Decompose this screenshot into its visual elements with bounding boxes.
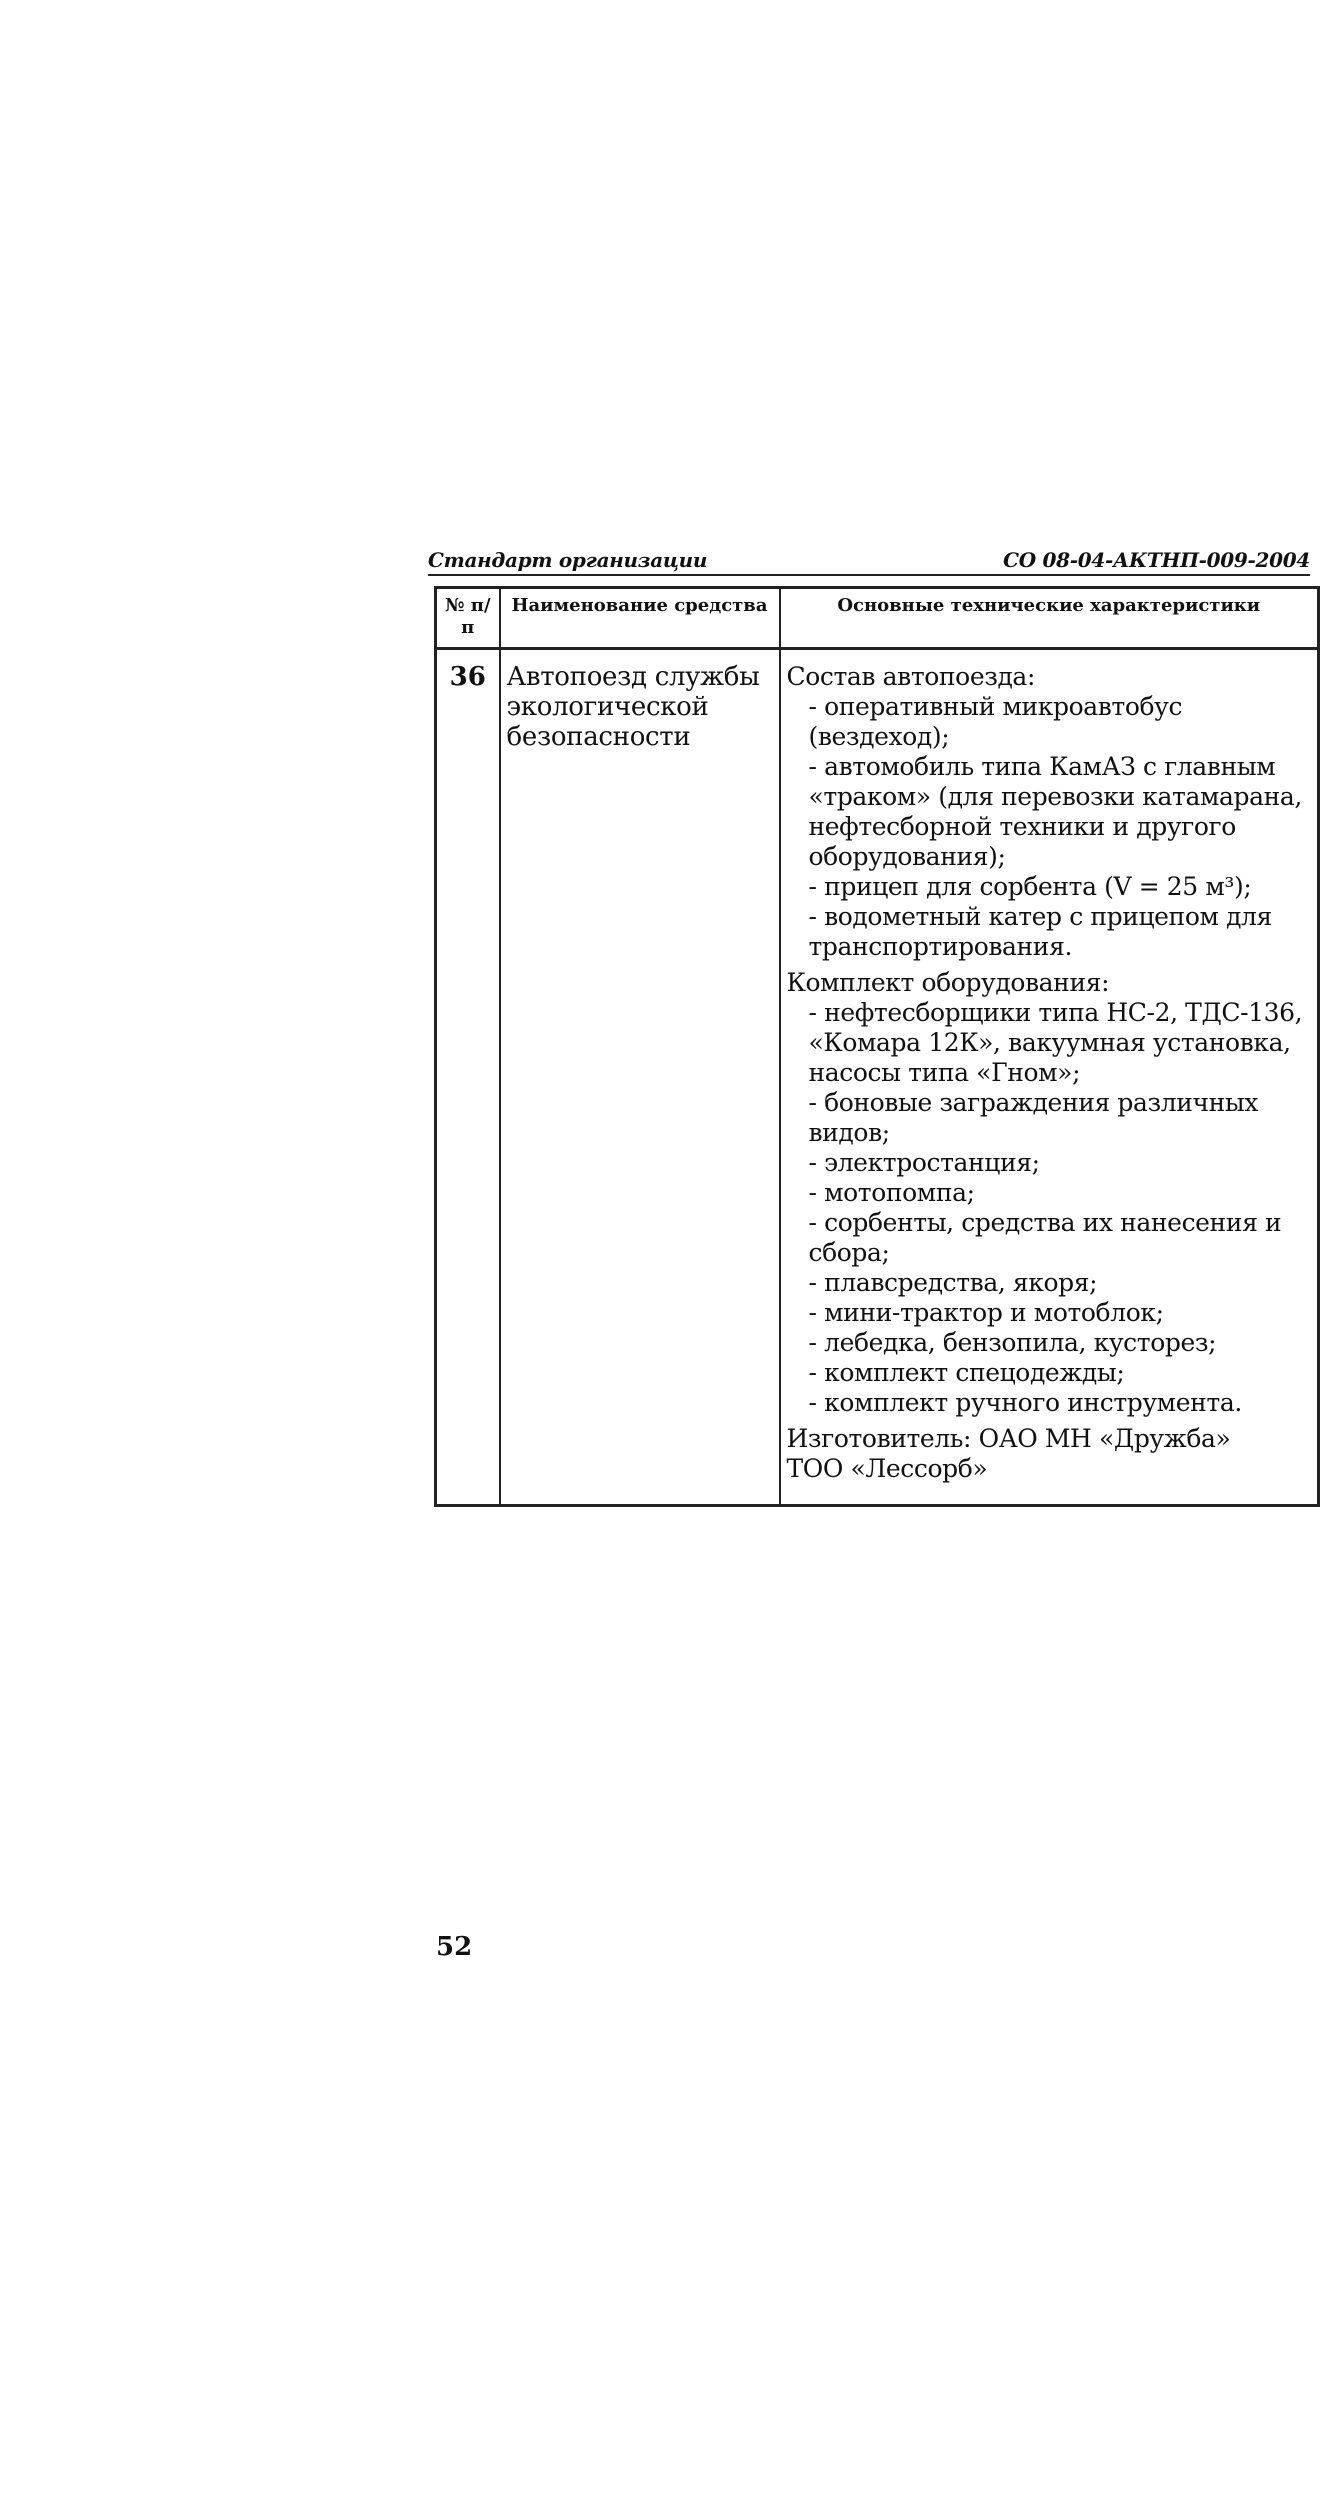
equipment-title: Комплект оборудования: bbox=[786, 968, 1110, 997]
equipment-item: - боновые заграждения различных видов; bbox=[808, 1088, 1259, 1147]
composition-item: - водометный катер с прицепом для транспортирования. bbox=[808, 902, 1272, 961]
composition-title: Состав автопоезда: bbox=[786, 662, 1035, 691]
row-name-cell: Автопоезд службы экологической безопасности bbox=[500, 649, 780, 1506]
equipment-item: - электростанция; bbox=[808, 1148, 1040, 1177]
equipment-item: - мини-трактор и мотоблок; bbox=[808, 1298, 1164, 1327]
row-characteristics-cell bbox=[780, 649, 1319, 1506]
equipment-item: - мотопомпа; bbox=[808, 1178, 975, 1207]
composition-item: - оперативный микроавтобус (вездеход); bbox=[808, 692, 1183, 751]
column-header-characteristics: Основные технические характеристики bbox=[780, 588, 1319, 649]
composition-item: - прицеп для сорбента (V = 25 м³); bbox=[808, 872, 1252, 901]
column-header-name: Наименование средства bbox=[500, 588, 780, 649]
equipment-item: - нефтесборщики типа НС-2, ТДС-136, «Комара 12К», вакуумная установка, насосы типа «Гном»; bbox=[808, 998, 1303, 1087]
page-header bbox=[428, 544, 1310, 576]
manufacturer-line: ТОО «Лессорб» bbox=[786, 1454, 988, 1483]
manufacturer-block bbox=[787, 1424, 1312, 1484]
equipment-item: - комплект спецодежды; bbox=[808, 1358, 1125, 1387]
header-document-code: СО 08-04-АКТНП-009-2004 bbox=[1003, 548, 1310, 572]
table-row bbox=[436, 649, 1319, 1506]
equipment-item: - комплект ручного инструмента. bbox=[808, 1388, 1242, 1417]
header-organization-standard: Стандарт организации bbox=[428, 548, 708, 572]
composition-block bbox=[787, 662, 1312, 962]
column-header-number: № п/п bbox=[436, 588, 500, 649]
equipment-spec-table bbox=[434, 586, 1320, 1507]
composition-item: - автомобиль типа КамАЗ с главным «траком» (для перевозки катамарана, нефтесборной техники и другого оборудования); bbox=[808, 752, 1302, 871]
row-number-cell: 36 bbox=[436, 649, 500, 1506]
table-header-row bbox=[436, 588, 1319, 649]
equipment-block bbox=[787, 968, 1312, 1418]
equipment-item: - сорбенты, средства их нанесения и сбора; bbox=[808, 1208, 1282, 1267]
equipment-item: - плавсредства, якоря; bbox=[808, 1268, 1098, 1297]
equipment-item: - лебедка, бензопила, кусторез; bbox=[808, 1328, 1217, 1357]
page-number: 52 bbox=[436, 1932, 473, 1962]
manufacturer-line: Изготовитель: ОАО МН «Дружба» bbox=[786, 1424, 1231, 1453]
